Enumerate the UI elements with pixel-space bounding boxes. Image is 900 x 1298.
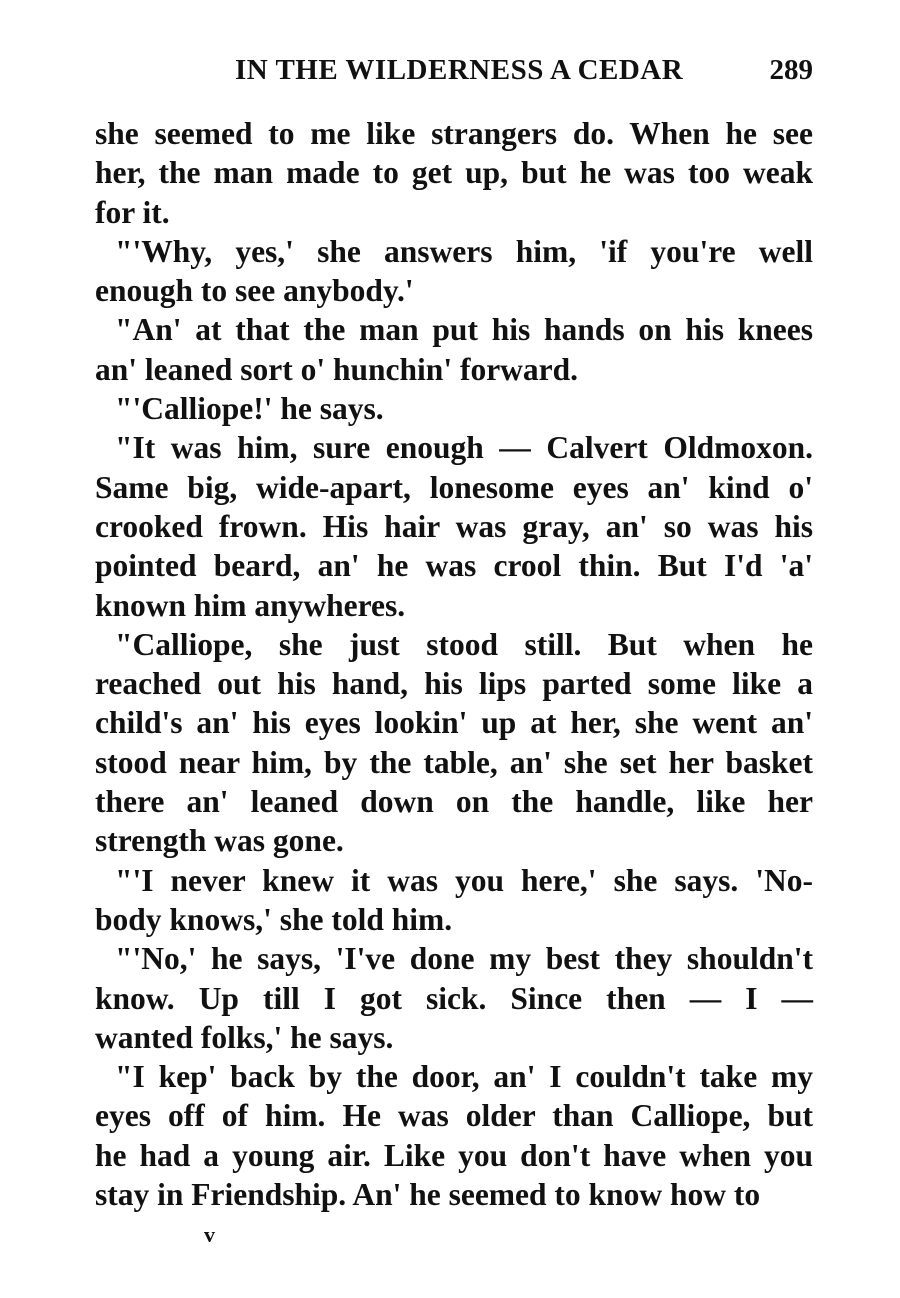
text-line: "An' at that the man put his hands on his knees (115, 312, 813, 348)
running-head (95, 54, 813, 94)
text-line: body knows,' she told him. (95, 901, 453, 937)
text-line: crooked frown. His hair was gray, an' so was his (95, 508, 813, 544)
text-line: "'I never knew it was you here,' she says. 'No- (115, 862, 813, 898)
text-line: know. Up till I got sick. Since then — I — (95, 980, 813, 1016)
paragraph (95, 310, 813, 389)
text-line: there an' leaned down on the handle, like her (95, 784, 813, 820)
text-line: "I kep' back by the door, an' I couldn't take my (115, 1059, 813, 1095)
text-line: her, the man made to get up, but he was too weak (95, 155, 813, 191)
text-line: "'Why, yes,' she answers him, 'if you're well (115, 233, 813, 269)
paragraph (95, 861, 813, 940)
text-line: "'No,' he says, 'I've done my best they shouldn't (115, 941, 813, 977)
text-line: known him anywheres. (95, 587, 406, 623)
paragraph (95, 1057, 813, 1214)
text-line: eyes off of him. He was older than Calliope, but (95, 1098, 813, 1134)
text-line: "It was him, sure enough — Calvert Oldmoxon. (115, 430, 813, 466)
text-line: stood near him, by the table, an' she set her basket (95, 744, 813, 780)
paragraph (95, 389, 813, 428)
text-line: Same big, wide-apart, lonesome eyes an' kind o' (95, 469, 813, 505)
text-line: strength was gone. (95, 823, 344, 859)
paragraph (95, 939, 813, 1057)
text-line: she seemed to me like strangers do. When he see (95, 116, 813, 151)
text-line: enough to see anybody.' (95, 273, 414, 309)
text-line: an' leaned sort o' hunchin' forward. (95, 351, 579, 387)
text-line: wanted folks,' he says. (95, 1019, 394, 1055)
paragraph (95, 114, 813, 232)
text-line: "Calliope, she just stood still. But when he (115, 626, 813, 662)
text-line: "'Calliope!' he says. (115, 391, 384, 427)
paragraph (95, 428, 813, 624)
page-number: 289 (769, 54, 813, 86)
paragraph (95, 232, 813, 311)
running-head-title: IN THE WILDERNESS A CEDAR (235, 54, 684, 86)
text-line: he had a young air. Like you don't have when you (95, 1137, 813, 1173)
body-text (95, 114, 813, 1214)
text-line: for it. (95, 194, 170, 230)
text-line: reached out his hand, his lips parted some like a (95, 666, 813, 702)
text-line: child's an' his eyes lookin' up at her, she went an' (95, 705, 813, 741)
signature-mark: v (204, 1222, 215, 1247)
paragraph (95, 625, 813, 861)
text-line: pointed beard, an' he was crool thin. But I'd 'a' (95, 548, 813, 584)
text-line: stay in Friendship. An' he seemed to know how to (95, 1177, 761, 1213)
